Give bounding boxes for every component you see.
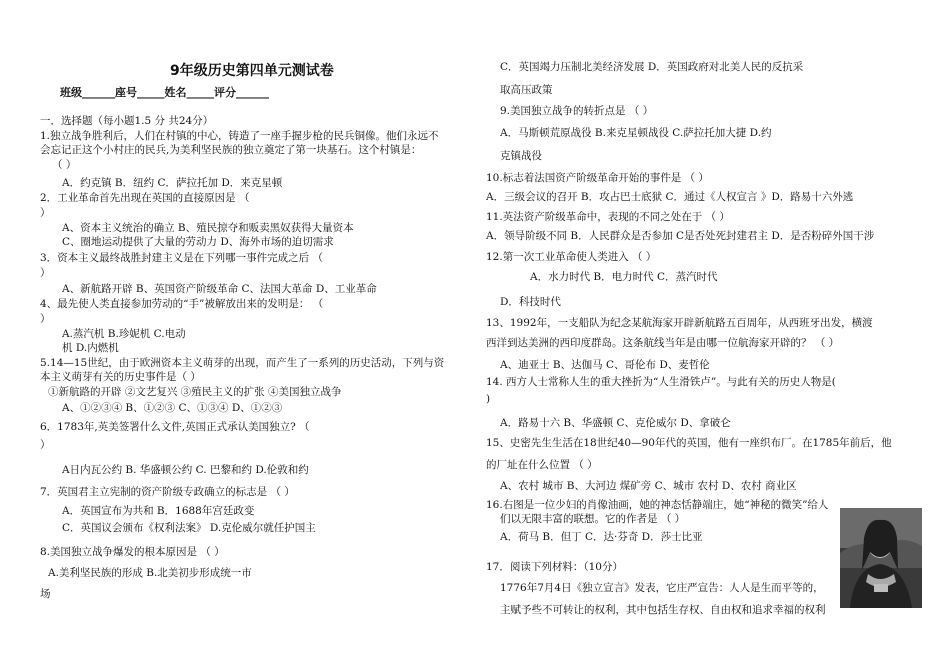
text-line: 4、最先使人类直接参加劳动的“手”被解放出来的发明是： （: [40, 298, 324, 310]
text-line: 17．阅读下列材料：（10分）: [486, 561, 623, 573]
text-line: A．领导阶级不同 B．人民群众是否参加 C是否处死封建君主 D．是否粉碎外国干涉: [486, 230, 875, 242]
text-line: C、圈地运动提供了大量的劳动力 D、海外市场的迫切需求: [62, 236, 334, 248]
text-line: 13、1992年，一支船队为纪念某航海家开辟新航路五百周年，从西班牙出发，横渡: [486, 317, 873, 329]
text-line: ）: [40, 313, 51, 325]
text-line: A．约克镇 B．纽约 C．萨拉托加 D．来克星顿: [62, 177, 283, 189]
text-line: 9.美国独立战争的转折点是 （ ）: [500, 105, 654, 117]
text-line: A日内瓦公约 B. 华盛顿公约 C. 巴黎和约 D.伦敦和约: [62, 464, 309, 476]
text-line: 会忘记正这个小村庄的民兵,为美利坚民族的独立奠定了第一块基石。这个村镇是：: [40, 144, 422, 156]
text-line: A．水力时代 B．电力时代 C．蒸汽时代: [530, 271, 718, 283]
text-line: A．路易十六 B、华盛顿 C、克伦威尔 D、拿破仑: [500, 417, 731, 429]
text-line: 15、史密先生生活在18世纪40—90年代的英国，他有一座织布厂。在1785年前后，他: [486, 437, 892, 449]
text-line: 主赋予些不可转让的权利，其中包括生存权、自由权和追求幸福的权利: [500, 604, 826, 616]
text-line: A．英国宣布为共和 B．1688年宫廷政变: [62, 505, 255, 517]
text-line: ）: [40, 267, 51, 279]
text-line: 克镇战役: [500, 150, 542, 162]
text-line: A．三级会议的召开 B．攻占巴士底狱 C．通过《人权宣言 》D．路易十六外逃: [486, 191, 854, 203]
mona-lisa-portrait: [840, 508, 922, 608]
page-title: 9年级历史第四单元测试卷: [170, 63, 334, 79]
text-line: A、迪亚士 B、达伽马 C、哥伦布 D、麦哲伦: [500, 359, 710, 371]
text-line: A、农村 城市 B、大河边 煤矿旁 C、城市 农村 D、农村 商业区: [500, 480, 797, 492]
text-line: 取高压政策: [500, 84, 553, 96]
text-line: A、资本主义统治的确立 B、殖民掠夺和贩卖黑奴获得大量资本: [62, 222, 354, 234]
text-line: 5.14—15世纪，由于欧洲资本主义萌芽的出现，而产生了一系列的历史活动，下列与资: [40, 357, 445, 369]
text-line: ①新航路的开辟 ②文艺复兴 ③殖民主义的扩张 ④美国独立战争: [48, 386, 342, 398]
text-line: ）: [40, 207, 51, 219]
text-line: 10.标志着法国资产阶级革命开始的事件是 （ ）: [486, 172, 709, 184]
text-line: 1.独立战争胜利后，人们在村镇的中心，铸造了一座手握步枪的民兵铜像。他们永远不: [40, 130, 439, 142]
text-line: A.美利坚民族的形成 B.北美初步形成统一市: [48, 567, 252, 579]
text-line: 3．资本主义最终战胜封建主义是在下列哪一事件完成之后 （: [40, 252, 324, 264]
text-line: C．英国竭力压制北美经济发展 D．英国政府对北美人民的反抗采: [500, 61, 804, 73]
text-line: 11.英法资产阶级革命中，表现的不同之处在于 （ ）: [486, 211, 730, 223]
mona-lisa-image: [840, 508, 922, 608]
text-line: 12.第一次工业革命使人类进入 （ ）: [486, 251, 657, 263]
text-line: 们以无限丰富的联想。它的作者是 （ ）: [500, 513, 686, 525]
text-line: 的厂址在什么位置 （ ）: [486, 459, 598, 471]
text-line: 1776年7月4日《独立宣言》发表，它庄严宣告：人人是生而平等的，: [500, 582, 824, 594]
text-line: 2．工业革命首先出现在英国的直接原因是 （: [40, 192, 250, 204]
text-line: ）: [40, 439, 51, 451]
text-line: A.蒸汽机 B.珍妮机 C.电动: [62, 328, 186, 340]
text-line: 16.右图是一位少妇的肖像油画，她的神态恬静端庄，她“神秘的微笑”给人: [486, 499, 829, 511]
text-line: 6．1783年,英美签署什么文件,英国正式承认美国独立? （: [40, 421, 310, 433]
text-line: A．马斯顿荒原战役 B.来克星顿战役 C.萨拉托加大捷 D.约: [500, 127, 772, 139]
text-line: 14. 西方人士常称人生的重大挫折为“人生滑铁卢”。与此有关的历史人物是(: [486, 376, 836, 388]
text-line: 本主义萌芽有关的历史事件是（ ）: [40, 371, 201, 383]
text-line: D．科技时代: [500, 296, 561, 308]
text-line: A、①②③④ B、①②③ C、①③④ D、①②③: [62, 402, 283, 414]
text-line: A、新航路开辟 B、英国资产阶级革命 C、法国大革命 D、工业革命: [62, 283, 377, 295]
text-line: 机 D.内燃机: [62, 342, 119, 354]
text-line: 8.美国独立战争爆发的根本原因是 （ ）: [40, 546, 225, 558]
text-line: 场: [40, 588, 51, 600]
text-line: 一．选择题（每小题1.5 分 共24分）: [40, 115, 214, 127]
text-line: 7．英国君主立宪制的资产阶级专政确立的标志是 （ ）: [40, 486, 295, 498]
text-line: （ ）: [52, 159, 77, 171]
text-line: A．荷马 B．但丁 C．达·芬奇 D．莎士比亚: [500, 531, 703, 543]
student-info-line: 班级______座号_____姓名_____评分______: [60, 86, 269, 99]
text-line: ): [486, 393, 491, 405]
text-line: 西洋到达美洲的西印度群岛。这条航线当年是由哪一位航海家开辟的？ （ ）: [486, 337, 840, 349]
text-line: C．英国议会颁布《权利法案》 D.克伦威尔就任护国主: [62, 522, 316, 534]
